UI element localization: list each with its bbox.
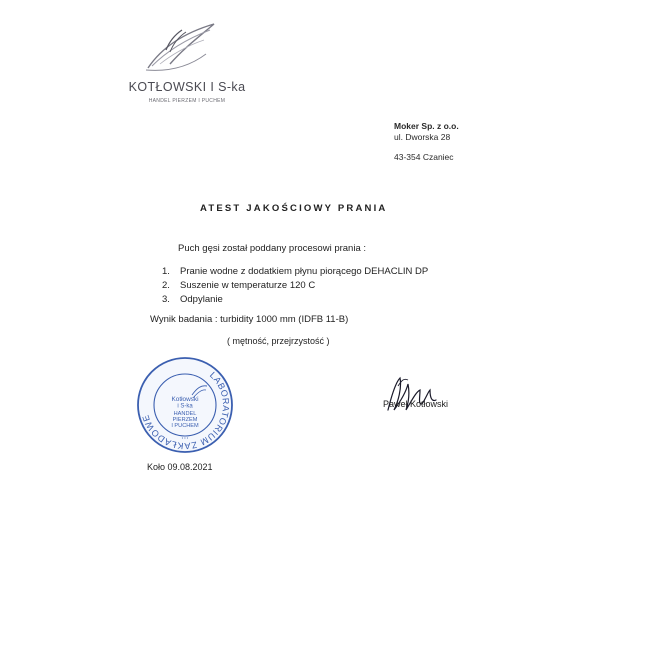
list-item-text: Pranie wodne z dodatkiem płynu piorącego DEHACLIN DP xyxy=(180,266,429,277)
document-title: ATEST JAKOŚCIOWY PRANIA xyxy=(200,203,388,214)
list-item-text: Odpylanie xyxy=(180,294,223,305)
svg-text:I PUCHEM: I PUCHEM xyxy=(171,423,199,429)
recipient-street: ul. Dworska 28 xyxy=(394,132,451,142)
recipient-name: Moker Sp. z o.o. xyxy=(394,121,459,131)
svg-text:LABORATORIUM ZAKŁADOWE: LABORATORIUM ZAKŁADOWE xyxy=(140,369,232,452)
laboratory-stamp-icon xyxy=(135,355,235,455)
svg-text:Kotłowski: Kotłowski xyxy=(171,396,199,403)
list-item xyxy=(162,280,315,291)
signature-icon xyxy=(378,374,468,416)
company-logo-icon xyxy=(140,20,220,76)
list-item-number: 3. xyxy=(162,294,170,305)
list-item xyxy=(162,294,223,305)
list-item xyxy=(162,266,428,277)
result-note: ( mętność, przejrzystość ) xyxy=(227,336,330,346)
svg-text:PIERZEM: PIERZEM xyxy=(172,417,198,423)
list-item-number: 1. xyxy=(162,266,170,277)
company-tagline: HANDEL PIERZEM I PUCHEM xyxy=(148,98,226,104)
company-name: KOTŁOWSKI I S-ka xyxy=(128,80,246,94)
test-result: Wynik badania : turbidity 1000 mm (IDFB 11-B) xyxy=(150,314,349,325)
list-item-text: Suszenie w temperaturze 120 C xyxy=(180,280,316,291)
intro-text: Puch gęsi został poddany procesowi prania : xyxy=(178,243,367,254)
recipient-city: 43-354 Czaniec xyxy=(394,152,454,162)
list-item-number: 2. xyxy=(162,280,170,291)
svg-text:HANDEL: HANDEL xyxy=(173,411,197,417)
signer-name: Paweł Kotłowski xyxy=(383,399,449,409)
svg-text:i S-ka: i S-ka xyxy=(177,403,193,410)
place-and-date: Koło 09.08.2021 xyxy=(147,462,213,472)
svg-text:• • •: • • • xyxy=(181,435,189,440)
